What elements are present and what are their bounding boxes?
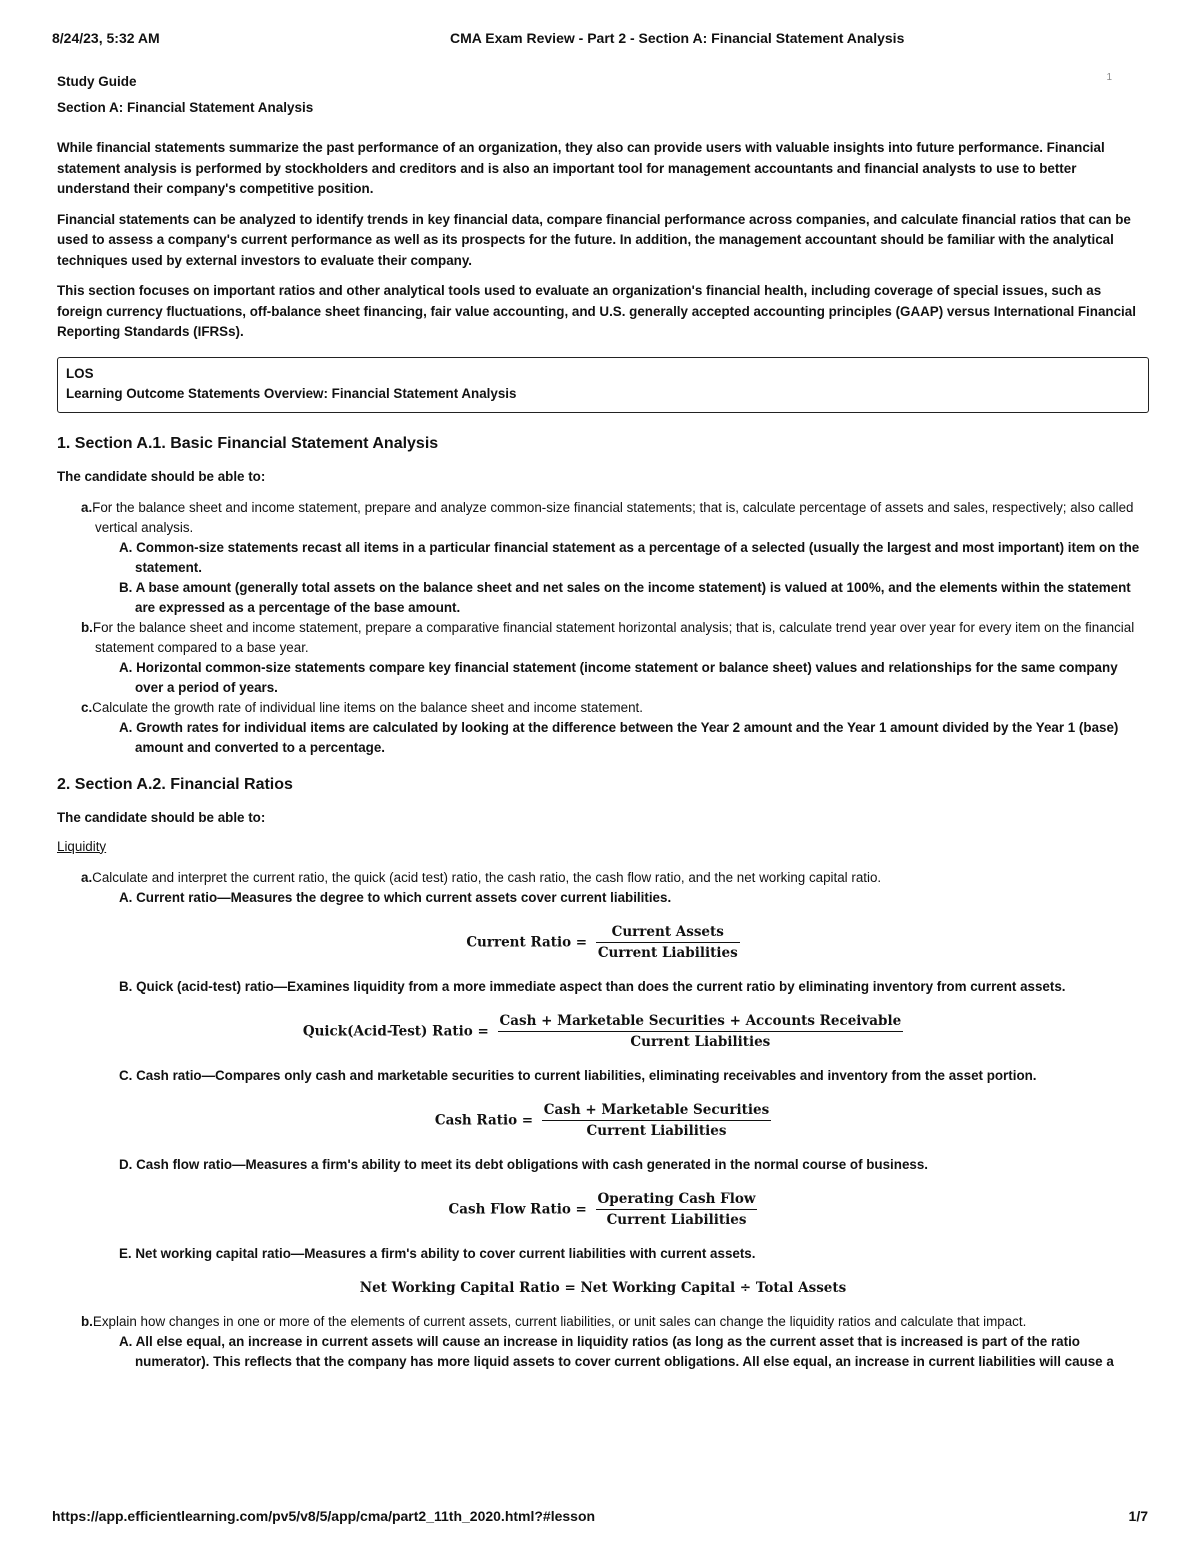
formula-denominator: Current Liabilities [597, 944, 738, 961]
sub-list-item: D. Cash flow ratio—Measures a firm's ability to meet its debt obligations with cash generated in the normal course of business. [119, 1156, 929, 1172]
cash-ratio-formula [57, 1102, 1149, 1139]
quick-ratio-formula [57, 1013, 1149, 1050]
formula-numerator: Cash + Marketable Securities + Accounts Receivable [498, 1013, 904, 1032]
print-title: CMA Exam Review - Part 2 - Section A: Financial Statement Analysis [450, 30, 905, 46]
section-a1-heading: 1. Section A.1. Basic Financial Statement Analysis [57, 434, 439, 452]
print-datetime: 8/24/23, 5:32 AM [52, 30, 160, 46]
list-marker: b. [81, 619, 93, 635]
net-working-capital-formula: Net Working Capital Ratio = Net Working Capital ÷ Total Assets [359, 1279, 847, 1296]
sub-list-item: B. A base amount (generally total assets on the balance sheet and net sales on the income statement) is valued at 100%, and the elements within the statement are expressed as a percentage of the base amount. [119, 579, 1131, 615]
formula-numerator: Current Assets [596, 924, 740, 943]
sub-list-item: A. All else equal, an increase in current assets will cause an increase in liquidity ratios (as long as the current asset that is increased is part of the ratio numerator). This reflects that the company has more liquid assets to cover current obligations. All else equal, an increase in current liabilities will cause a [119, 1333, 1114, 1369]
page-marker: 1 [1106, 72, 1112, 83]
current-ratio-formula [57, 924, 1149, 961]
section-a1-lead: The candidate should be able to: [57, 468, 266, 484]
formula-label: Current Ratio = [466, 934, 588, 950]
list-marker: c. [81, 699, 93, 715]
intro-paragraph-1: While financial statements summarize the past performance of an organization, they also can provide users with valuable insights into future performance. Financial statement analysis is performed by stockholders and creditors and is also an important tool for management accountants and financial analysts to use to better understand their company's competitive position. [57, 140, 1105, 196]
list-marker: a. [81, 499, 93, 515]
list-marker: b. [81, 1313, 93, 1329]
list-item-text: For the balance sheet and income statement, prepare a comparative financial statement horizontal analysis; that is, calculate trend year over year for every item on the financial statement compared to a base year. [92, 619, 1135, 655]
list-item [57, 618, 1149, 658]
list-item-text: For the balance sheet and income statement, prepare and analyze common-size financial statements; that is, calculate percentage of assets and sales, respectively; also called vertical analysis. [92, 499, 1134, 535]
formula-numerator: Operating Cash Flow [596, 1191, 758, 1210]
los-box [57, 357, 1149, 413]
section-a2-lead: The candidate should be able to: [57, 809, 266, 825]
sub-list-item: A. Growth rates for individual items are calculated by looking at the difference between the Year 2 amount and the Year 1 amount divided by the Year 1 (base) amount and converted to a percentage. [119, 719, 1119, 755]
list-item [57, 498, 1149, 538]
sub-list-item: C. Cash ratio—Compares only cash and marketable securities to current liabilities, eliminating receivables and inventory from the asset portion. [119, 1067, 1037, 1083]
list-marker: a. [81, 869, 93, 885]
sub-list-item: A. Common-size statements recast all items in a particular financial statement as a percentage of a selected (usually the largest and most important) item on the statement. [119, 539, 1140, 575]
list-item [57, 868, 1149, 888]
los-label: LOS [66, 365, 94, 381]
print-page-number: 1/7 [1128, 1508, 1148, 1524]
formula-numerator: Cash + Marketable Securities [542, 1102, 771, 1121]
section-a2-heading: 2. Section A.2. Financial Ratios [57, 775, 293, 793]
study-guide-label: Study Guide [57, 74, 137, 89]
liquidity-subheading: Liquidity [57, 838, 107, 854]
intro-paragraph-3: This section focuses on important ratios and other analytical tools used to evaluate an organization's financial health, including coverage of special issues, such as foreign currency fluctuations, off-balance sheet financing, fair value accounting, and U.S. generally accepted accounting principles (GAAP) versus International Financial Reporting Standards (IFRSs). [57, 283, 1136, 339]
formula-label: Cash Ratio = [434, 1112, 534, 1128]
sub-list-item: A. Horizontal common-size statements compare key financial statement (income statement or balance sheet) values and relationships for the same company over a period of years. [119, 659, 1118, 695]
intro-paragraph-2: Financial statements can be analyzed to identify trends in key financial data, compare financial performance across companies, and calculate financial ratios that can be used to assess a company's current performance as well as its prospects for the future. In addition, the management accountant should be familiar with the analytical techniques used by external investors to evaluate their company. [57, 211, 1131, 268]
section-title: Section A: Financial Statement Analysis [57, 100, 314, 115]
formula-label: Cash Flow Ratio = [448, 1201, 587, 1217]
document-body [57, 72, 1149, 1372]
list-item [57, 1312, 1149, 1332]
formula-label: Quick(Acid-Test) Ratio = [302, 1023, 489, 1039]
formula-denominator: Current Liabilities [630, 1033, 771, 1050]
list-item-text: Explain how changes in one or more of the elements of current assets, current liabilities, or unit sales can change the liquidity ratios and calculate that impact. [92, 1313, 1027, 1329]
list-item [57, 698, 1149, 718]
cash-flow-ratio-formula [57, 1191, 1149, 1228]
formula-denominator: Current Liabilities [606, 1211, 747, 1228]
print-url: https://app.efficientlearning.com/pv5/v8/5/app/cma/part2_11th_2020.html?#lesson [52, 1508, 596, 1524]
list-item-text: Calculate the growth rate of individual line items on the balance sheet and income statement. [92, 699, 643, 715]
formula-denominator: Current Liabilities [586, 1122, 727, 1139]
sub-list-item: A. Current ratio—Measures the degree to which current assets cover current liabilities. [119, 889, 672, 905]
sub-list-item: E. Net working capital ratio—Measures a firm's ability to cover current liabilities with current assets. [119, 1245, 756, 1261]
list-item-text: Calculate and interpret the current ratio, the quick (acid test) ratio, the cash ratio, the cash flow ratio, and the net working capital ratio. [92, 869, 882, 885]
sub-list-item: B. Quick (acid-test) ratio—Examines liquidity from a more immediate aspect than does the current ratio by eliminating inventory from current assets. [119, 978, 1066, 994]
los-title: Learning Outcome Statements Overview: Financial Statement Analysis [66, 385, 517, 401]
